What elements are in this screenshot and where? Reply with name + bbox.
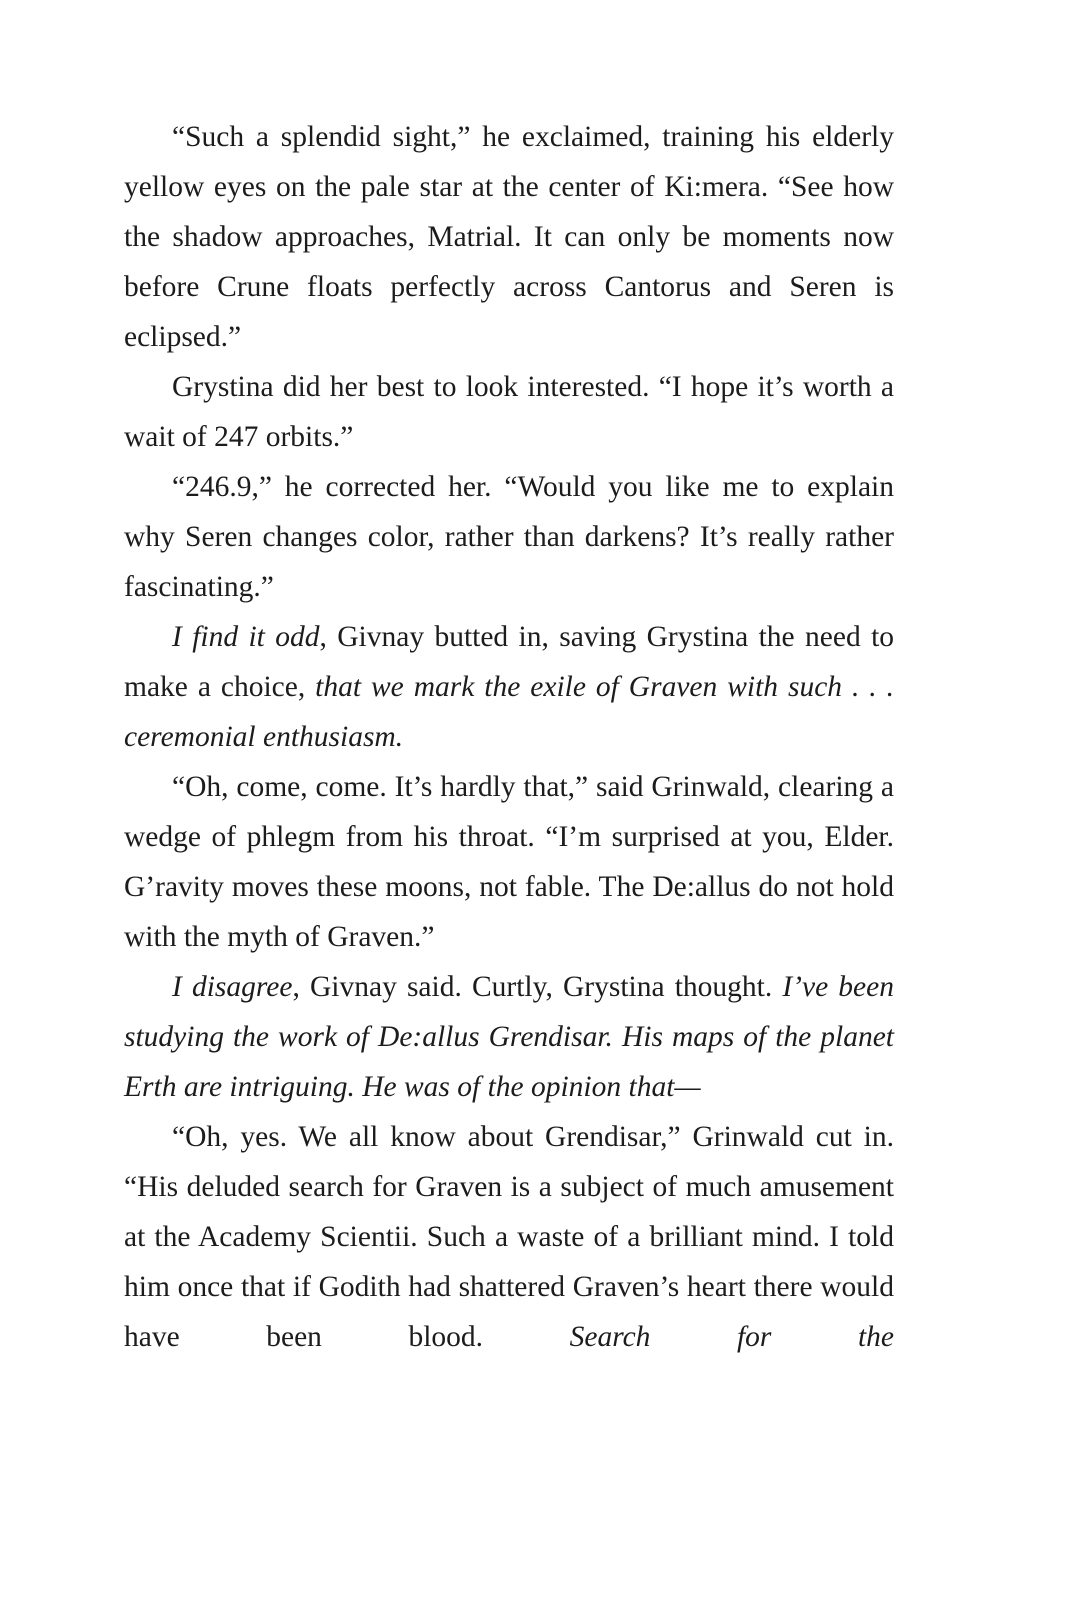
text-run: “Such a splendid sight,” he exclaimed, training his elderly yellow eyes on the pale star at the center of Ki:mera. “See how the shadow approaches, Matrial. It can only be moments now before Crune floats perfectly across Cantorus and Seren is eclipsed.”	[124, 121, 894, 353]
paragraph	[124, 462, 894, 612]
paragraph	[124, 362, 894, 462]
text-run: , Givnay butted in, saving Grystina the need to make a choice,	[124, 621, 895, 703]
text-run: “Oh, come, come. It’s hardly that,” said Grinwald, clearing a wedge of phlegm from his throat. “I’m surprised at you, Elder. G’ravity moves these moons, not fable. The De:allus do not hold with the myth of Graven.”	[124, 771, 894, 953]
paragraph	[124, 112, 894, 362]
text-run: “246.9,” he corrected her. “Would you like me to explain why Seren changes color, rather than darkens? It’s really rather fascinating.”	[124, 471, 894, 603]
text-run: , Givnay said. Curtly, Grystina thought.	[292, 971, 783, 1003]
text-run: “Oh, yes. We all know about Grendisar,” Grinwald cut in. “His deluded search for Graven is a subject of much amusement at the Academy Scientii. Such a waste of a brilliant mind. I told him once that if Godith had shattered Graven’s heart there would have been blood.	[124, 1121, 894, 1353]
paragraph	[124, 762, 894, 962]
italic-text: Search for the	[569, 1321, 894, 1353]
paragraph	[124, 612, 894, 762]
italic-text: I’ve been studying the work of De:allus Grendisar. His maps of the planet Erth are intriguing. He was of the opinion that—	[124, 971, 894, 1103]
paragraph	[124, 962, 894, 1112]
italic-text: that we mark the exile of Graven with such . . . ceremonial enthusiasm.	[124, 671, 895, 753]
italic-text: I find it odd	[172, 621, 320, 653]
paragraph	[124, 1112, 894, 1362]
text-run: Grystina did her best to look interested. “I hope it’s worth a wait of 247 orbits.”	[124, 371, 894, 453]
body-text	[124, 112, 894, 1362]
italic-text: I disagree	[172, 971, 293, 1003]
